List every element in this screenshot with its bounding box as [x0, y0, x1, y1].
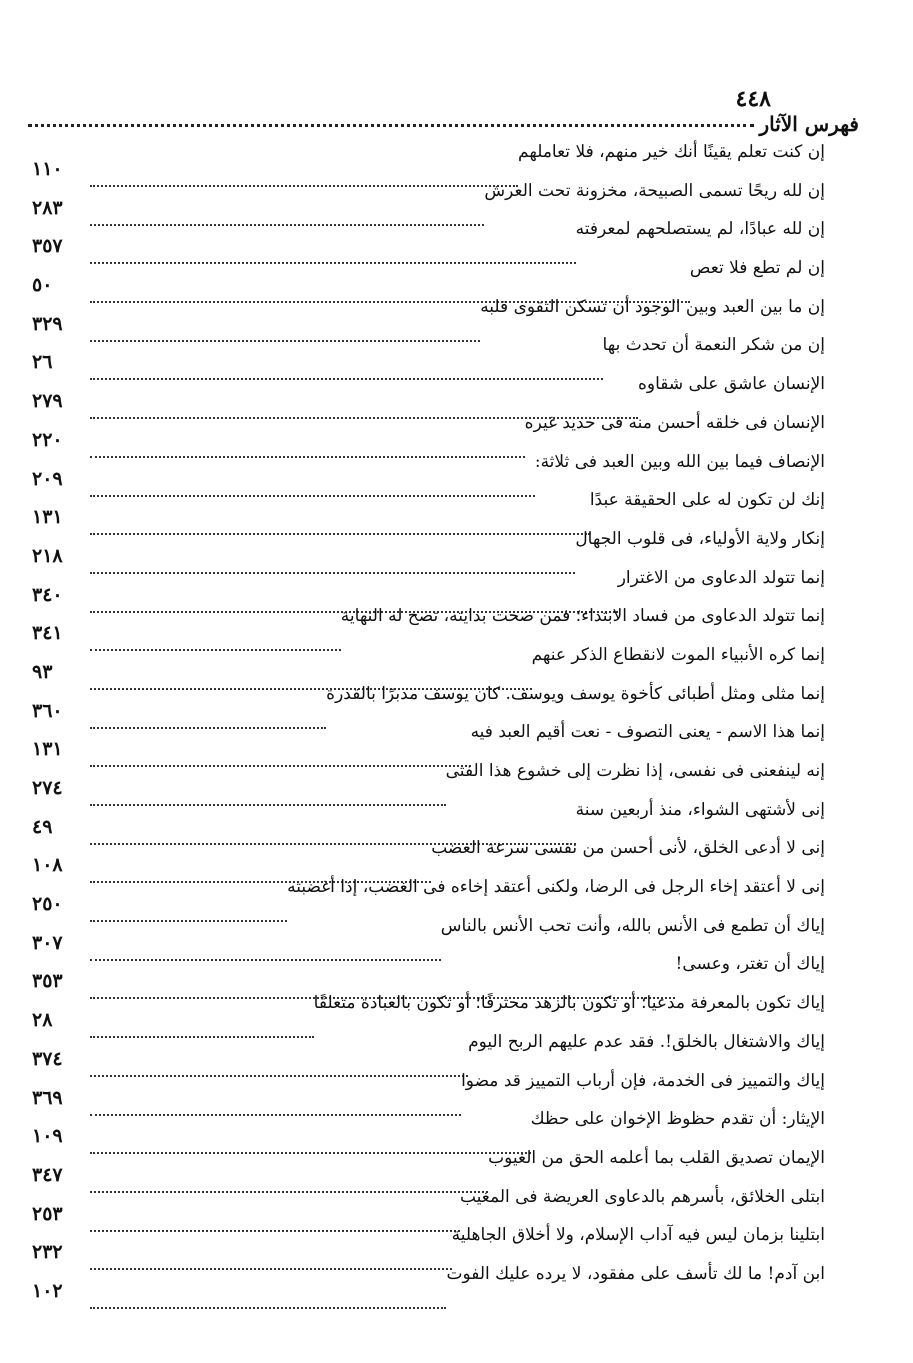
title-line	[28, 112, 859, 136]
index-entries	[32, 140, 825, 1301]
entry-page-number: ٣٠٧	[32, 931, 63, 954]
index-entry	[32, 333, 825, 372]
entry-text: إياك والتمييز فى الخدمة، فإن أرباب التمييز قد مضوا	[461, 1070, 825, 1091]
index-entry	[32, 1146, 825, 1185]
index-entry	[32, 1262, 825, 1301]
index-entry	[32, 527, 825, 566]
entry-page-number: ١٠٢	[32, 1279, 63, 1302]
entry-page-number: ١٣١	[32, 738, 63, 761]
entry-page-number: ٢٣٢	[32, 1241, 63, 1264]
page-header	[28, 86, 859, 138]
index-entry	[32, 643, 825, 682]
entry-page-number: ١٣١	[32, 506, 63, 529]
entry-page-number: ٩٣	[32, 660, 53, 683]
entry-text: إنه لينفعنى فى نفسى، إذا نظرت إلى خشوع هذا الفتى	[445, 761, 825, 781]
entry-text: إن لم تطع فلا تعص	[689, 258, 825, 279]
entry-page-number: ٢٨	[32, 1009, 53, 1032]
index-entry	[32, 179, 825, 218]
index-entry	[32, 411, 825, 450]
index-entry	[32, 798, 825, 837]
entry-text: الإيثار: أن تقدم حظوظ الإخوان على حظك	[530, 1109, 825, 1130]
entry-text: ابتلينا بزمان ليس فيه آداب الإسلام، ولا أخلاق الجاهلية	[451, 1225, 825, 1246]
entry-page-number: ١١٠	[32, 158, 63, 180]
entry-text: إياك والاشتغال بالخلق!. فقد عدم عليهم الربح اليوم	[468, 1031, 825, 1052]
entry-text: الإنصاف فيما بين الله وبين العبد فى ثلاثة:	[534, 451, 825, 472]
index-entry	[32, 682, 825, 721]
entry-text: إنما هذا الاسم - يعنى التصوف - نعت أقيم العبد فيه	[470, 722, 825, 743]
entry-text: إياك أن تغتر، وعسى!	[675, 954, 825, 975]
entry-text: إنما مثلى ومثل أطبائى كأخوة يوسف ويوسف. كان يوسف مدبرًا بالقدرة	[326, 683, 825, 704]
index-entry	[32, 1107, 825, 1146]
index-entry	[32, 875, 825, 914]
index-entry	[32, 566, 825, 605]
entry-page-number: ٣٤٧	[32, 1163, 63, 1186]
entry-text: إياك أن تطمع فى الأنس بالله، وأنت تحب الأنس بالناس	[440, 915, 825, 936]
entry-page-number: ٣٧٤	[32, 1047, 63, 1070]
title-dot-leader	[28, 124, 754, 127]
index-entry	[32, 1223, 825, 1262]
entry-text: إنما تتولد الدعاوى من الاغترار	[617, 567, 825, 588]
entry-page-number: ٤٩	[32, 815, 53, 838]
entry-page-number: ٣٢٩	[32, 312, 63, 335]
index-entry	[32, 372, 825, 411]
entry-page-number: ١٠٨	[32, 854, 63, 877]
entry-page-number: ٣٥٧	[32, 235, 63, 258]
entry-text: إن ما بين العبد وبين الوجود أن تسكن التقوى قلبه	[480, 296, 825, 317]
entry-page-number: ٥٠	[32, 274, 53, 297]
entry-page-number: ٢٦	[32, 351, 53, 374]
index-entry	[32, 759, 825, 798]
entry-text: إنى لا أدعى الخلق، لأنى أحسن من نفسى سرعة الغضب	[431, 838, 825, 859]
index-entry	[32, 217, 825, 256]
entry-text: الإنسان فى خلقه أحسن منه فى حديد غيره	[524, 412, 825, 433]
entry-page-number: ٢٧٩	[32, 390, 63, 413]
entry-text: إنما كره الأنبياء الموت لانقطاع الذكر عنهم	[531, 644, 825, 665]
entry-text: إياك تكون بالمعرفة مدعيا؛ أو تكون بالزهد محترفًا؛ أو تكون بالعبادة متعلقًا	[313, 993, 825, 1014]
index-entry	[32, 1030, 825, 1069]
index-entry	[32, 720, 825, 759]
page-number: ٤٤٨	[735, 86, 771, 112]
index-entry	[32, 991, 825, 1030]
entry-page-number: ٣٦٩	[32, 1086, 63, 1109]
entry-text: إن لله ريحًا تسمى الصبيحة، مخزونة تحت العرش	[484, 180, 825, 201]
entry-text: إن كنت تعلم يقينًا أنك خير منهم، فلا تعاملهم	[518, 142, 825, 162]
entry-page-number: ٢٨٣	[32, 196, 63, 219]
dot-leader	[90, 1288, 825, 1308]
index-entry	[32, 836, 825, 875]
index-entry	[32, 604, 825, 643]
index-entry	[32, 488, 825, 527]
entry-text: الإيمان تصديق القلب بما أعلمه الحق من الغيوب	[488, 1147, 825, 1168]
entry-text: ابتلى الخلائق، بأسرهم بالدعاوى العريضة فى المغيب	[459, 1186, 825, 1207]
entry-page-number: ٢٠٩	[32, 467, 63, 490]
entry-page-number: ٢٥٣	[32, 1202, 63, 1225]
index-entry	[32, 952, 825, 991]
index-entry	[32, 450, 825, 489]
index-entry	[32, 914, 825, 953]
entry-page-number: ٣٥٣	[32, 970, 63, 993]
index-entry	[32, 1069, 825, 1108]
index-entry	[32, 295, 825, 334]
section-title: فهرس الآثار	[759, 112, 859, 136]
entry-page-number: ٣٤١	[32, 622, 63, 645]
entry-page-number: ٢٢٠	[32, 428, 63, 451]
entry-page-number: ٣٤٠	[32, 583, 63, 606]
entry-text: إنى لأشتهى الشواء، منذ أربعين سنة	[575, 799, 825, 820]
entry-text: إنى لا أعتقد إخاء الرجل فى الرضا، ولكنى أعتقد إخاءه فى الغضب، إذا أغضبته	[287, 877, 825, 898]
entry-text: الإنسان عاشق على شقاوه	[637, 374, 825, 395]
entry-page-number: ٣٦٠	[32, 699, 63, 722]
entry-page-number: ٢٧٤	[32, 777, 63, 799]
entry-text: إن من شكر النعمة أن تحدث بها	[602, 335, 825, 356]
entry-page-number: ٢٥٠	[32, 893, 63, 916]
entry-text: إنما تتولد الدعاوى من فساد الابتداء؛ فمن صحت بدايته، تصح له النهاية	[340, 606, 825, 627]
entry-text: إنك لن تكون له على الحقيقة عبدًا	[589, 490, 825, 511]
index-entry	[32, 256, 825, 295]
entry-text: إنكار ولاية الأولياء، فى قلوب الجهال	[575, 528, 825, 549]
entry-page-number: ١٠٩	[32, 1125, 63, 1148]
leader-dots	[90, 1307, 446, 1309]
index-entry	[32, 1185, 825, 1224]
entry-page-number: ٢١٨	[32, 544, 63, 567]
index-entry	[32, 140, 825, 179]
entry-text: ابن آدم! ما لك تأسف على مفقود، لا يرده عليك الفوت	[446, 1263, 825, 1284]
entry-text: إن لله عبادًا، لم يستصلحهم لمعرفته	[575, 219, 825, 240]
